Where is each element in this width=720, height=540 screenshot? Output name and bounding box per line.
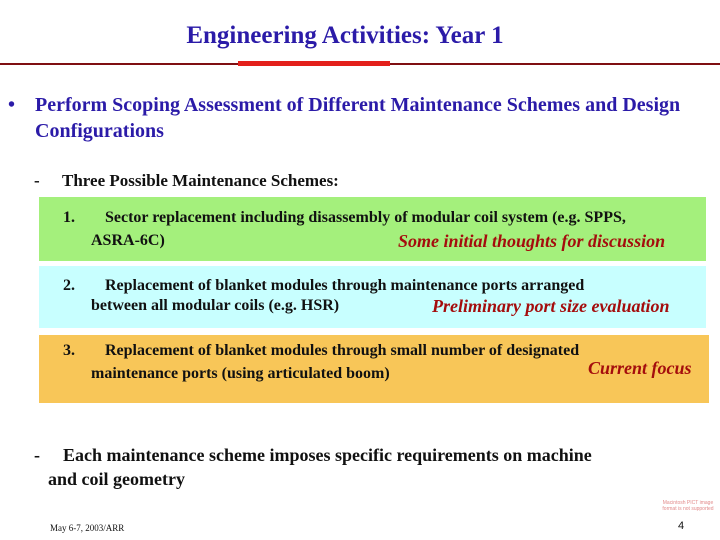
title-accent-bar bbox=[238, 61, 390, 66]
footer-date: May 6-7, 2003/ARR bbox=[50, 523, 125, 533]
scheme-line-2: maintenance ports (using articulated boom) bbox=[91, 365, 390, 382]
bottom-bullet-marker: - bbox=[34, 445, 40, 465]
scheme-note: Some initial thoughts for discussion bbox=[398, 231, 666, 251]
scheme-box-3 bbox=[39, 335, 709, 403]
scheme-number: 3. bbox=[63, 342, 75, 359]
bottom-bullet-line-1: Each maintenance scheme imposes specific requirements on machine bbox=[63, 445, 592, 465]
scheme-line-1: Sector replacement including disassembly of modular coil system (e.g. SPPS, bbox=[105, 209, 626, 226]
main-bullet bbox=[8, 92, 688, 144]
main-bullet-text: Perform Scoping Assessment of Different Maintenance Schemes and Design Configurations bbox=[35, 94, 681, 142]
scheme-note: Preliminary port size evaluation bbox=[432, 296, 670, 316]
scheme-line-1: Replacement of blanket modules through small number of designated bbox=[105, 342, 580, 359]
scheme-box-1 bbox=[39, 197, 706, 261]
scheme-line-2: between all modular coils (e.g. HSR) bbox=[91, 297, 340, 314]
bottom-bullet-line-2: and coil geometry bbox=[48, 469, 185, 489]
scheme-number: 2. bbox=[63, 277, 75, 294]
sub-heading-text: Three Possible Maintenance Schemes: bbox=[62, 171, 339, 190]
unsupported-image-placeholder: Macintosh PICT image format is not supported bbox=[662, 500, 714, 512]
sub-heading-marker: - bbox=[34, 171, 40, 190]
scheme-box-2 bbox=[39, 266, 706, 328]
scheme-number: 1. bbox=[63, 209, 75, 226]
bullet-marker: • bbox=[8, 94, 16, 116]
slide-title: Engineering Activities: Year 1 bbox=[186, 22, 504, 49]
bottom-bullet bbox=[34, 443, 694, 491]
scheme-note: Current focus bbox=[588, 358, 692, 378]
page-number: 4 bbox=[678, 520, 685, 532]
scheme-line-1: Replacement of blanket modules through maintenance ports arranged bbox=[105, 277, 585, 294]
sub-heading bbox=[34, 170, 339, 192]
scheme-line-2: ASRA-6C) bbox=[91, 232, 165, 249]
